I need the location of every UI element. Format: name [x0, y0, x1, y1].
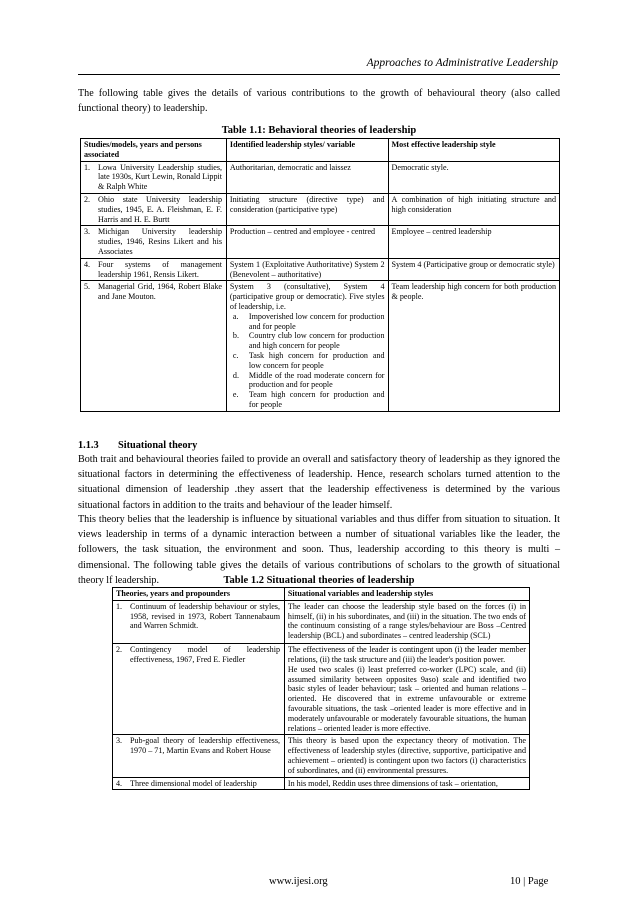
effective-style-cell: System 4 (Participative group or democratic style)	[388, 258, 559, 281]
variables-cell	[284, 777, 529, 790]
study-text: Lowa University Leadership studies, late 1930s, Kurt Lewin, Ronald Lippit & Ralph White	[98, 162, 222, 192]
row-number: 4.	[84, 259, 91, 269]
item-text: Impoverished low concern for production and for people	[248, 311, 385, 331]
table1-header-cell: Identified leadership styles/ variable	[226, 139, 388, 162]
row-number: 3.	[116, 736, 123, 746]
item-text: Team high concern for production and for people	[248, 390, 385, 409]
study-text: Managerial Grid, 1964, Robert Blake and Jane Mouton.	[98, 282, 222, 302]
running-header: Approaches to Administrative Leadership	[366, 57, 558, 69]
row-number: 1.	[116, 601, 123, 611]
variables-text: He used two scales (i) least preferred co-worker (LPC) scale, and (ii) assumed similarity between opposites 9aso) scale and identified two basic styles of leader behaviour; task – oriented and human relations – oriented. He discovered that in extreme unfavourable or extreme favourable situations, the task –oriented leader is more effective and in moderately unfavourable or moderately favourable situations, the human relations – oriented leader is more effective.	[287, 664, 526, 733]
row-number: 4.	[116, 778, 123, 788]
table-row	[113, 777, 530, 790]
styles-cell	[226, 281, 388, 411]
table1-header-cell: Most effective leadership style	[388, 139, 559, 162]
row-number: 5.	[84, 282, 91, 292]
variables-text: The leader can choose the leadership style based on the forces (i) in himself, (ii) in his subordinates, and (iii) in the situation. The two ends of the continuum consisting of a range styles/behaviour are Boss –Centred leadership (BCL) and subordinates – centred leadership (SCL)	[287, 601, 526, 641]
variables-text: The effectiveness of the leader is contingent upon (i) the leader member relations, (ii) the task structure and (iii) the leader's position power.	[287, 645, 526, 664]
list-item	[230, 371, 385, 391]
item-letter: d.	[232, 370, 239, 380]
list-item	[230, 312, 385, 332]
item-letter: e.	[232, 390, 239, 400]
styles-text: Production – centred and employee - centred	[229, 227, 376, 237]
table-row	[81, 226, 560, 258]
situational-theories-table	[112, 587, 530, 790]
section-number: 1.1.3	[78, 440, 99, 451]
variables-cell	[284, 600, 529, 643]
theory-cell	[113, 735, 285, 777]
table-row	[113, 644, 530, 735]
table2-caption: Table 1.2 Situational theories of leadership	[223, 575, 415, 586]
theory-text: Contingency model of leadership effectiveness, 1967, Fred E. Fiedler	[130, 645, 280, 664]
behavioral-theories-table	[80, 138, 560, 412]
footer-site: www.ijesi.org	[269, 876, 328, 887]
list-item	[230, 331, 385, 351]
variables-text: In his model, Reddin uses three dimensions of task – orientation,	[287, 778, 498, 788]
table1-header-cell: Studies/models, years and persons associated	[81, 139, 227, 162]
effective-style-cell: Democratic style.	[388, 161, 559, 193]
styles-text: System 3 (consultative), System 4 (participative group or democratic). Five styles of leadership, i.e.	[229, 282, 385, 311]
grid-styles-list	[230, 312, 385, 410]
study-cell	[81, 226, 227, 258]
styles-cell	[226, 258, 388, 281]
styles-text: System 1 (Exploitative Authoritative) System 2 (Benevolent – authoritative)	[229, 259, 385, 279]
row-number: 3.	[84, 227, 91, 237]
study-cell	[81, 258, 227, 281]
theory-cell	[113, 600, 285, 643]
item-text: Middle of the road moderate concern for production and for people	[248, 370, 385, 390]
table2-header-cell: Situational variables and leadership styles	[284, 588, 529, 601]
styles-text: Initiating structure (directive type) and consideration (participative type)	[229, 194, 385, 214]
section-heading	[78, 440, 197, 451]
item-text: Task high concern for production and low concern for people	[248, 350, 385, 370]
list-item	[230, 351, 385, 371]
situational-paragraph-1: Both trait and behavioural theories failed to provide an overall and satisfactory theory of leadership as they ignored the situational factors in determining the effectiveness of leadership. Hence, research scholars turned attention to the situational dimension of leadership .they assert that the leadership effectiveness is determined by the various situational factors in addition to the traits and behaviour of the leader himself.	[78, 454, 560, 511]
row-number: 1.	[84, 162, 91, 172]
theory-text: Continuum of leadership behaviour or styles, 1958, revised in 1973, Robert Tannenabaum and Warren Schmidt.	[130, 601, 280, 631]
effective-style-cell: A combination of high initiating structure and high consideration	[388, 193, 559, 225]
item-letter: b.	[232, 331, 239, 341]
styles-cell	[226, 226, 388, 258]
item-letter: c.	[232, 350, 239, 360]
variables-cell	[284, 735, 529, 777]
study-text: Michigan University leadership studies, 1946, Resins Likert and his Associates	[98, 227, 222, 256]
item-letter: a.	[232, 311, 239, 321]
effective-style-cell: Team leadership high concern for both production & people.	[388, 281, 559, 411]
theory-cell	[113, 644, 285, 735]
table1-header-row	[81, 139, 560, 162]
footer-page-number: 10 | Page	[510, 876, 549, 887]
study-text: Ohio state University leadership studies, 1945, E. A. Fleishman, E. F. Harris and H. E. Burtt	[98, 194, 222, 224]
styles-cell	[226, 193, 388, 225]
theory-text: Pub-goal theory of leadership effectiveness, 1970 – 71, Martin Evans and Robert House	[130, 736, 280, 756]
table-row	[81, 281, 560, 411]
section-title: Situational theory	[118, 440, 198, 451]
table-row	[81, 161, 560, 193]
header-rule	[78, 74, 560, 75]
table-row	[113, 735, 530, 777]
styles-cell	[226, 161, 388, 193]
row-number: 2.	[84, 194, 91, 204]
variables-text: This theory is based upon the expectancy theory of motivation. The effectiveness of leadership styles (directive, supportive, participative and achievement – oriented) is contingent upon two factors (i) characteristics of subordinates, and (ii) environmental pressures.	[287, 736, 526, 775]
study-cell	[81, 161, 227, 193]
study-text: Four systems of management leadership 1961, Rensis Likert.	[98, 259, 222, 279]
effective-style-cell: Employee – centred leadership	[388, 226, 559, 258]
study-cell	[81, 193, 227, 225]
table2-header-cell: Theories, years and propounders	[113, 588, 285, 601]
item-text: Country club low concern for production and high concern for people	[248, 331, 385, 351]
table2-header-row	[113, 588, 530, 601]
intro-paragraph: The following table gives the details of various contributions to the growth of behavioural theory (also called functional theory) to leadership.	[78, 88, 560, 115]
row-number: 2.	[116, 645, 123, 655]
variables-cell	[284, 644, 529, 735]
theory-text: Three dimensional model of leadership	[130, 778, 257, 788]
study-cell	[81, 281, 227, 411]
styles-text: Authoritarian, democratic and laissez	[229, 162, 351, 172]
theory-cell	[113, 777, 285, 790]
table-row	[81, 258, 560, 281]
situational-paragraph-2: This theory belies that the leadership is influence by situational variables and thus differ from situation to situation. It views leadership in terms of a dynamic interaction between a number of situational variables like the leader, the followers, the task situation, the environment and soon. Thus, leadership according to this theory is multi – dimensional. The following table gives the details of various contributions of scholars to the growth of situational theory lf leadership.	[78, 514, 560, 586]
table-row	[81, 193, 560, 225]
table-row	[113, 600, 530, 643]
table1-caption: Table 1.1: Behavioral theories of leadership	[221, 125, 417, 136]
list-item	[230, 390, 385, 410]
